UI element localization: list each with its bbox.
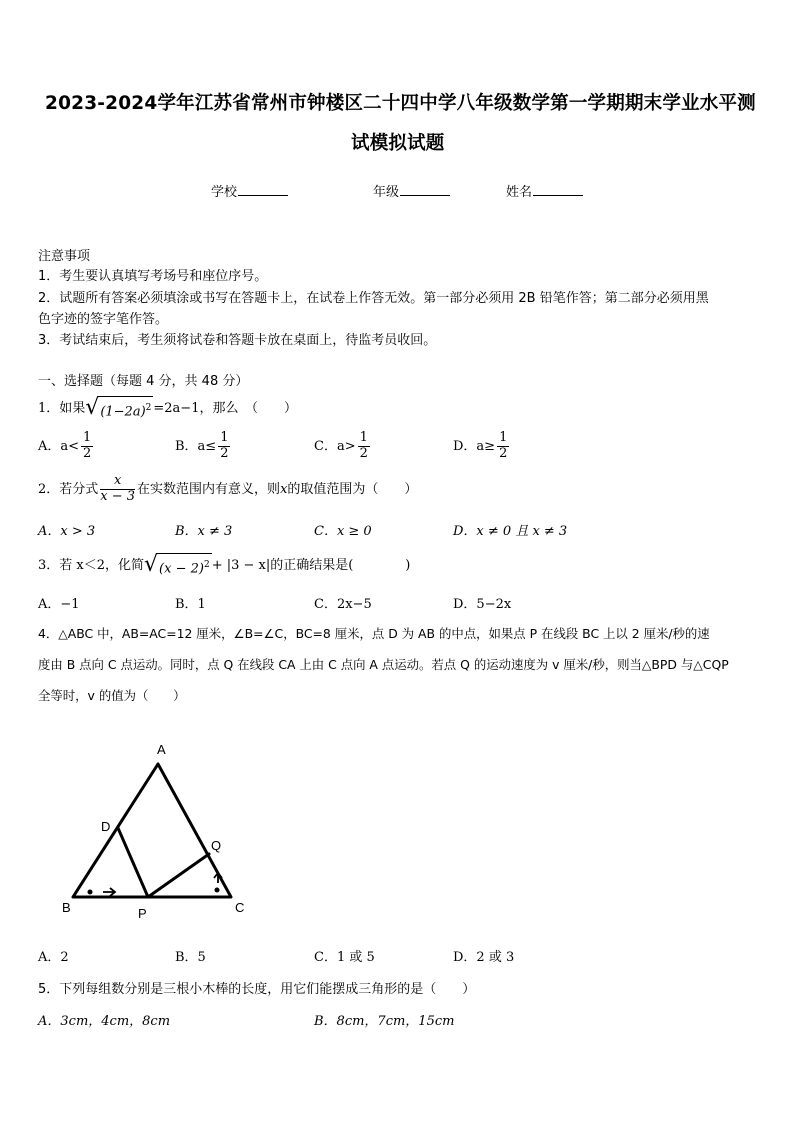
fraction	[81, 431, 93, 462]
option-d[interactable]: D．5−2x	[453, 597, 512, 612]
label-b: B	[62, 900, 71, 915]
option-label: C．a>	[314, 438, 356, 454]
q3-post: + |3 − x|的正确结果是( )	[211, 558, 411, 574]
school-field	[211, 181, 288, 200]
numerator: 1	[359, 430, 368, 445]
option-a[interactable]	[38, 431, 95, 462]
label-d: D	[101, 819, 111, 834]
option-b[interactable]: B．8cm，7cm，15cm	[314, 1014, 455, 1029]
denominator: 2	[359, 445, 368, 461]
question-4-line: 4．△ABC 中，AB=AC=12 厘米，∠B=∠C，BC=8 厘米，点 D 为 AB 的中点，如果点 P 在线段 BC 上以 2 厘米/秒的速	[38, 626, 710, 641]
option-d[interactable]: D．x ≠ 0 且 x ≠ 3	[453, 524, 568, 539]
option-label: A．a<	[38, 438, 80, 454]
q1-post: =2a−1，那么 （ ）	[153, 401, 297, 417]
q2-variable: x	[280, 481, 288, 497]
q2-post-b: 的取值范围为（ ）	[287, 481, 418, 497]
fraction	[358, 431, 370, 462]
sqrt-expression	[85, 396, 153, 421]
dot-c	[215, 888, 220, 893]
option-c[interactable]	[314, 431, 372, 462]
option-b[interactable]: B．1	[175, 597, 206, 612]
segment-dp	[118, 828, 148, 897]
grade-label: 年级	[373, 185, 400, 200]
school-blank	[238, 183, 288, 196]
option-label: D．a≥	[453, 438, 496, 454]
fraction	[218, 431, 230, 462]
label-p: P	[138, 906, 147, 921]
question-5-stem: 5．下列每组数分别是三根小木棒的长度，用它们能摆成三角形的是（ ）	[38, 982, 476, 997]
radical-sign: √	[144, 552, 159, 577]
dot-b	[88, 890, 93, 895]
denominator: 2	[83, 445, 92, 461]
option-a[interactable]: A．x > 3	[38, 524, 96, 539]
denominator: x − 3	[100, 488, 136, 504]
section-heading: 一、选择题（每题 4 分，共 48 分）	[38, 374, 249, 389]
numerator: 1	[499, 430, 508, 445]
option-c[interactable]: C．2x−5	[314, 597, 372, 612]
q1-pre: 1．如果	[38, 401, 86, 417]
q3-radicand: (x − 2)	[159, 561, 204, 577]
triangle-abc	[73, 764, 231, 897]
denominator: 2	[220, 445, 229, 461]
numerator: 1	[83, 430, 92, 445]
option-label: B．a≤	[175, 438, 217, 454]
question-1-stem	[38, 396, 297, 421]
q1-exponent: 2	[145, 403, 152, 413]
notice-item: 色字迹的签字笔作答。	[38, 312, 169, 327]
grade-blank	[400, 183, 450, 196]
option-b[interactable]: B．5	[175, 950, 206, 965]
option-d[interactable]	[453, 431, 511, 462]
label-a: A	[157, 742, 166, 757]
numerator: x	[100, 474, 135, 490]
option-b[interactable]: B．x ≠ 3	[175, 524, 233, 539]
notice-item: 3．考试结束后，考生须将试卷和答题卡放在桌面上，待监考员收回。	[38, 333, 437, 348]
segment-pq	[148, 854, 209, 897]
notice-item: 1．考生要认真填写考场号和座位序号。	[38, 269, 268, 284]
option-c[interactable]: C．1 或 5	[314, 950, 375, 965]
notice-item: 2．试题所有答案必须填涂或书写在答题卡上，在试卷上作答无效。第一部分必须用 2B 铅笔作答；第二部分必须用黑	[38, 291, 709, 306]
option-a[interactable]: A．2	[38, 950, 69, 965]
q3-exponent: 2	[203, 560, 210, 570]
q1-radicand: (1−2a)	[100, 404, 146, 420]
option-d[interactable]: D．2 或 3	[453, 950, 515, 965]
denominator: 2	[499, 445, 508, 461]
q2-fraction	[100, 474, 135, 505]
arrow-right-icon	[103, 888, 115, 896]
label-q: Q	[211, 838, 222, 853]
label-c: C	[235, 900, 245, 915]
name-label: 姓名	[506, 185, 533, 200]
option-a[interactable]: A．3cm，4cm，8cm	[38, 1014, 171, 1029]
q2-pre: 2．若分式	[38, 481, 99, 497]
sqrt-expression	[144, 553, 212, 578]
name-blank	[533, 183, 583, 196]
option-a[interactable]: A．−1	[38, 597, 80, 612]
exam-title-line1: 2023-2024学年江苏省常州市钟楼区二十四中学八年级数学第一学期期末学业水平测	[45, 93, 756, 114]
exam-title-line2: 试模拟试题	[351, 133, 445, 154]
numerator: 1	[220, 430, 229, 445]
question-4-line: 全等时，v 的值为（ ）	[38, 688, 186, 703]
fraction	[497, 431, 509, 462]
question-4-line: 度由 B 点向 C 点运动。同时，点 Q 在线段 CA 上由 C 点向 A 点运动。若点 Q 的运动速度为 v 厘米/秒，则当△BPD 与△CQP	[38, 657, 729, 672]
question-2-stem	[38, 474, 417, 505]
question-3-stem	[38, 553, 410, 578]
q3-pre: 3．若 x＜2，化简	[38, 558, 145, 574]
radical-sign: √	[85, 395, 100, 420]
option-b[interactable]	[175, 431, 232, 462]
school-label: 学校	[211, 185, 238, 200]
q2-post-a: 在实数范围内有意义，则	[137, 481, 281, 497]
grade-field	[373, 181, 450, 200]
triangle-figure	[55, 735, 255, 925]
name-field	[506, 181, 583, 200]
notice-heading: 注意事项	[38, 249, 91, 264]
option-c[interactable]: C．x ≥ 0	[314, 524, 372, 539]
